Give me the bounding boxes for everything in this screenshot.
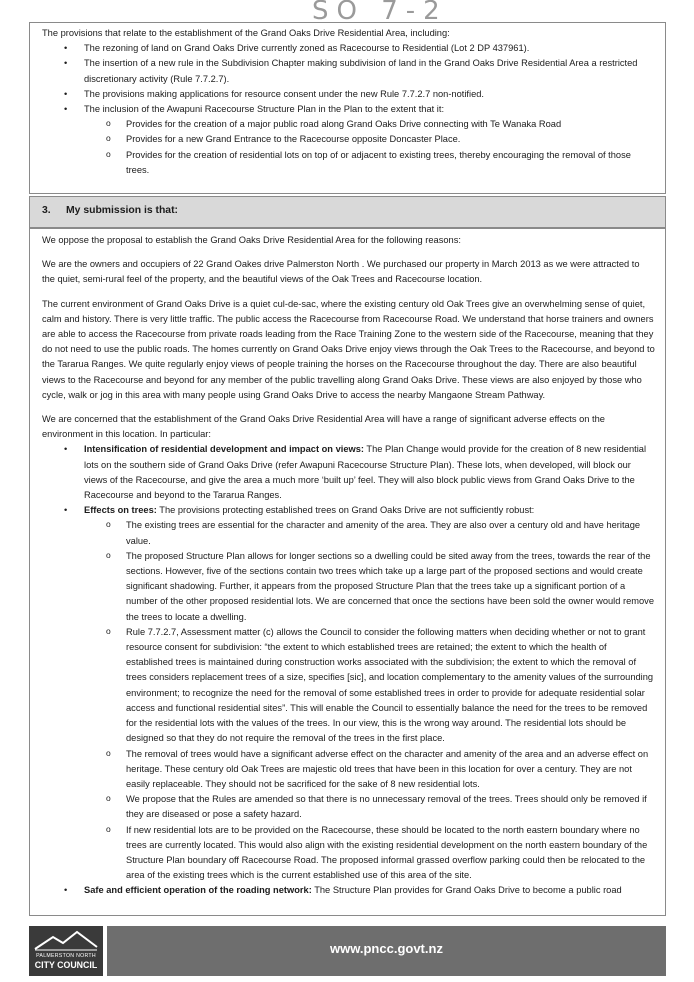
provisions-intro: The provisions that relate to the establishment of the Grand Oaks Drive Residential Area, including: — [42, 28, 450, 38]
paragraph: We oppose the proposal to establish the Grand Oaks Drive Residential Area for the following reasons: — [42, 235, 461, 245]
list-item: • The provisions making applications for resource consent under the new Rule 7.7.2.7 non-notified. — [42, 87, 655, 102]
list-item: o If new residential lots are to be provided on the Racecourse, these should be located to the north eastern boundary where no trees are currently located. This would also align with the existing residential development on the north eastern boundary of the Structure Plan boundary off Racecourse Road. The proposed informal grassed overflow parking could then be relocated to the area of the existing trees which is the current established use of this area of the site. — [42, 823, 655, 884]
paragraph: The current environment of Grand Oaks Drive is a quiet cul-de-sac, where the existing century old Oak Trees give an overwhelming sense of quiet, calm and history. There is very little traffic. The public access the Racecourse from Racecourse Road. We understand that horse trainers and owners are able to access the Racecourse from private roads leading from the Race Training Zone to the western side of the Racecourse, meaning that they do not need to use the public roads. The homes currently on Grand Oaks Drive enjoy views through the Oak Trees to the Racecourse, and beyond to the Tararua Ranges. We quite regularly enjoy views of people training the horses on the Racecourse throughout the day. There are also beautiful views to the Racecourse and beyond for any member of the public travelling along Grand Oaks Drive. These views are also enjoyed by those who cycle, walk or jog in this area with many people using Grand Oaks Drive to access the nearby Mangaone Stream Pathway. — [42, 298, 655, 400]
list-item: o The removal of trees would have a significant adverse effect on the character and amenity of the area and an adverse effect on heritage. These century old Oak Trees are majestic old trees that have been in this location for over a century. They are not easily replaceable. They should not be sacrificed for the sake of 8 new residential lots. — [42, 747, 655, 793]
bullet-heading: Effects on trees: — [84, 505, 157, 516]
list-item: • The rezoning of land on Grand Oaks Drive currently zoned as Racecourse to Residential (Lot 2 DP 437961). — [42, 41, 655, 56]
website-link[interactable]: www.pncc.govt.nz — [330, 941, 443, 956]
list-item: o Rule 7.7.2.7, Assessment matter (c) allows the Council to consider the following matters when deciding whether or not to grant resource consent for subdivision: “the extent to which established trees are retained; the extent to which the health of established trees is maintained during construction works associated with the subdivision; the extent to which the removal of trees considers replacement trees of a size, specifies [sic], and location complementary to the amenity values of the surrounding environment; to recognize the need for the removal of some established trees in order to provide for adequate residential solar access and functional residential sites”. This will enable the Council to essentially balance the need for the trees to be removed for the residential lots with the values of the trees. In our view, this is the wrong way around. The residential lots should be designed so that they do not require the removal of the trees in the first place. — [42, 625, 655, 747]
section-title: My submission is that: — [66, 205, 179, 216]
list-item: o The proposed Structure Plan allows for longer sections so a dwelling could be sited away from the trees, towards the rear of the sections. However, five of the sections contain two trees which take up a large part of the proposed sections and would create significant shadowing. Further, it appears from the proposed Structure Plan that the trees take up a significant portion of a number of the other proposed residential lots. We are concerned that once the sections have been sold the owner would remove the trees to locate a dwelling. — [42, 549, 655, 625]
bullet-text: The Plan Change would provide for the creation of 8 new residential lots on the southern side of Grand Oaks Drive (refer Awapuni Racecourse Structure Plan). These lots, when developed, will block our views of the Racecourse, and give the area a much more ‘built up’ feel. They will also block public views from Grand Oaks Drive to the Racecourse and beyond to the Tararua Ranges. — [84, 444, 647, 501]
list-item: • The insertion of a new rule in the Subdivision Chapter making subdivision of land in the Grand Oaks Drive Residential Area a restricted discretionary activity (Rule 7.7.2.7). — [42, 56, 655, 86]
list-item — [42, 503, 655, 518]
logo-line1: PALMERSTON NORTH — [36, 953, 96, 959]
list-item: o Provides for the creation of a major public road along Grand Oaks Drive connecting with Te Wanaka Road — [42, 117, 655, 132]
concerns-list-continued — [42, 883, 655, 898]
bullet-heading: Intensification of residential development and impact on views: — [84, 444, 364, 455]
bullet-heading: Safe and efficient operation of the roading network: — [84, 885, 312, 896]
paragraph: We are the owners and occupiers of 22 Grand Oakes drive Palmerston North . We purchased our property in March 2013 as we were attracted to the quiet, semi-rural feel of the property, and the beautiful views of the Oak Trees and Racecourse location. — [42, 259, 640, 285]
section-number: 3. — [42, 205, 51, 216]
bullet-text: The Structure Plan provides for Grand Oaks Drive to become a public road — [311, 885, 622, 896]
handwritten-reference: SO 7-2 — [312, 0, 448, 26]
landscape-icon — [33, 929, 99, 951]
council-logo — [29, 926, 103, 976]
list-item — [42, 442, 655, 503]
logo-line2: CITY COUNCIL — [34, 960, 98, 970]
list-item: o Provides for the creation of residential lots on top of or adjacent to existing trees, thereby encouraging the removal of those trees. — [42, 148, 655, 178]
provisions-list — [42, 41, 655, 117]
list-item: o The existing trees are essential for the character and amenity of the area. They are also over a century old and have heritage value. — [42, 518, 655, 548]
bullet-text: The provisions protecting established trees on Grand Oaks Drive are not sufficiently robust: — [156, 505, 535, 516]
list-item: o Provides for a new Grand Entrance to the Racecourse opposite Doncaster Place. — [42, 132, 655, 147]
submission-box — [29, 228, 666, 916]
concerns-list — [42, 442, 655, 518]
list-item — [42, 883, 655, 898]
list-item: o We propose that the Rules are amended so that there is no unnecessary removal of the trees. Trees should only be removed if they are diseased or pose a safety hazard. — [42, 792, 655, 822]
footer-bar — [107, 926, 666, 976]
paragraph: We are concerned that the establishment of the Grand Oaks Drive Residential Area will have a range of significant adverse effects on the environment in this location. In particular: — [42, 414, 605, 440]
section-header — [29, 196, 666, 228]
list-item: • The inclusion of the Awapuni Racecourse Structure Plan in the Plan to the extent that it: — [42, 102, 655, 117]
trees-sublist — [42, 518, 655, 883]
structure-plan-sublist — [42, 117, 655, 178]
provisions-box — [29, 22, 666, 194]
